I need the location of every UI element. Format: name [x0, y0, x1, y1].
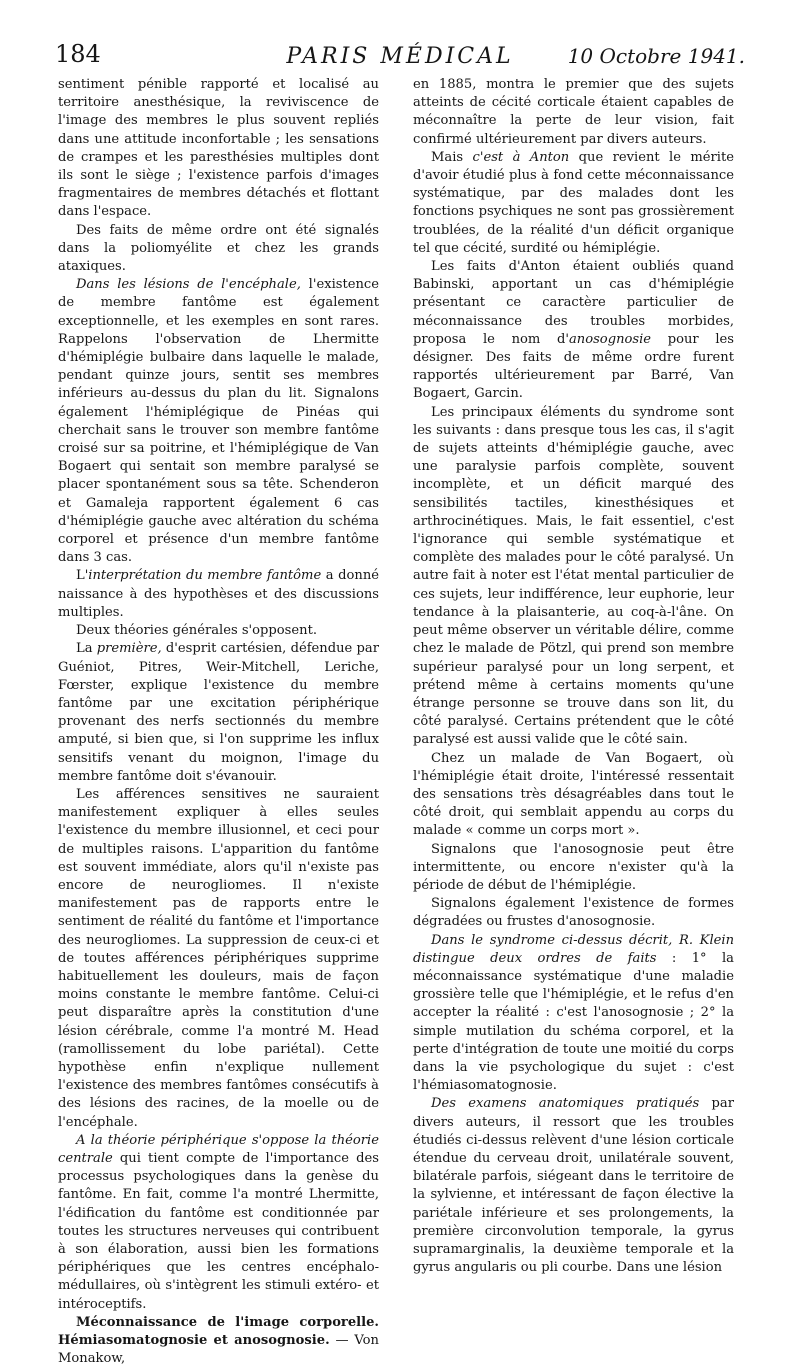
paragraph	[413, 149, 734, 258]
paragraph	[413, 76, 734, 149]
paragraph	[413, 1095, 734, 1277]
paragraph	[58, 222, 379, 277]
emphasis: Des examens anatomiques pratiqués	[431, 1096, 700, 1112]
text-run: d'esprit cartésien, défendue par Guéniot, Pitres, Weir-Mitchell, Leriche, Fœrster, explique l'existence du membre fantôme par une excitation périphérique provenant des nerfs sectionnés du membre amputé, si bien que, si l'on supprime les influx sensitifs venant du moignon, l'image du membre fantôme doit s'évanouir.	[58, 641, 379, 784]
text-run: Les principaux éléments du syndrome sont les suivants : dans presque tous les cas, il s'agit de sujets atteints d'hémiplégie gauche, avec une paralysie parfois complète, souvent incomplète, et un déficit marqué des sensibilités tactiles, kinesthésiques et arthrocinétiques. Mais, le fait essentiel, c'est l'ignorance qui semble systématique et complète des malades pour le côté paralysé. Un autre fait à noter est l'état mental particulier de ces sujets, leur indifférence, leur euphorie, leur tendance à la plaisanterie, au coq-à-l'âne. On peut même observer un véritable délire, comme chez le malade de Pötzl, qui prend son membre supérieur paralysé pour un long serpent, et prétend même à certains moments qu'une étrange personne se trouve dans son lit, du côté paralysé. Certains prétendent que le côté paralysé est aussi valide que le côté sain.	[413, 404, 734, 748]
emphasis: c'est à Anton	[472, 149, 570, 165]
text-run: par divers auteurs, il ressort que les troubles étudiés ci-dessus relèvent d'une lésion corticale étendue du cerveau droit, unilatérale souvent, bilatérale parfois, siégeant dans le territoire de la sylvienne, et intéressant de façon élective la pariétale inférieure et ses prolongements, la première circonvolution temporale, la gyrus supramarginalis, la deuxième temporale et la gyrus angularis ou pli courbe. Dans une lésion	[413, 1096, 734, 1276]
emphasis: A la théorie périphérique s'oppose la théorie centrale	[58, 1132, 379, 1166]
text-run: Les faits d'Anton étaient oubliés quand Babinski, apportant un cas d'hémiplégie présentant ce caractère particulier de méconnaissance des troubles morbides, proposa le nom d'	[413, 259, 734, 347]
text-run: Des faits de même ordre ont été signalés dans la poliomyélite et chez les grands ataxiques.	[58, 222, 379, 275]
emphasis: première,	[96, 641, 162, 657]
text-run: : 1° la méconnaissance systématique d'une maladie grossière telle que l'hémiplégie, et le refus d'en accepter la réalité : c'est l'anosognosie ; 2° la simple mutilation du schéma corporel, et la perte d'intégration de toute une moitié du corps dans la vie psychologique du sujet : c'est l'hémiasomatognosie.	[413, 950, 734, 1094]
emphasis: Dans les lésions de l'encéphale,	[76, 277, 301, 293]
paragraph	[413, 750, 734, 841]
paragraph	[58, 640, 379, 786]
emphasis: interprétation du membre fantôme	[88, 568, 322, 584]
text-run: Signalons que l'anosognosie peut être intermittente, ou encore n'exister qu'à la période de début de l'hémiplégie.	[413, 841, 734, 893]
text-run: Signalons également l'existence de formes dégradées ou frustes d'anosognosie.	[413, 896, 734, 930]
text-run: — Von Monakow,	[58, 1333, 379, 1367]
section-heading: Méconnaissance de l'image corporelle. Hémiasomatognosie et anosognosie.	[58, 1314, 379, 1349]
paragraph	[58, 1314, 379, 1368]
paragraph	[58, 786, 379, 1132]
text-run: L'	[76, 568, 89, 584]
text-run: Chez un malade de Van Bogaert, où l'hémiplégie était droite, l'intéressé ressentait des sensations très désagréables dans tout le côté droit, qui semblait appendu au corps du malade « comme un corps mort ».	[413, 750, 734, 839]
paragraph	[58, 1132, 379, 1314]
text-run: en 1885, montra le premier que des sujets atteints de cécité corticale étaient capables de méconnaître la perte de leur vision, fait confirmé ultérieurement par divers auteurs.	[413, 77, 734, 147]
text-run: La	[76, 641, 97, 657]
paragraph	[58, 622, 379, 640]
page-number: 184	[55, 40, 101, 68]
page-header	[55, 40, 745, 74]
text-run: Mais	[431, 149, 473, 165]
paragraph	[58, 76, 379, 222]
paragraph	[413, 258, 734, 404]
paragraph	[413, 895, 734, 931]
right-text-column	[413, 76, 734, 1277]
emphasis: Dans le syndrome ci-dessus décrit, R. Klein distingue deux ordres de faits	[413, 932, 734, 966]
journal-title: PARIS MÉDICAL	[286, 44, 514, 69]
paragraph	[413, 932, 734, 1096]
paragraph	[413, 841, 734, 896]
paragraph	[58, 276, 379, 567]
text-run: pour les désigner. Des faits de même ordre furent rapportés ultérieurement par Barré, Van Bogaert, Garcin.	[413, 331, 735, 402]
text-run: l'existence de membre fantôme est également exceptionnelle, et les exemples en sont rares. Rappelons l'observation de Lhermitte d'hémiplégie bulbaire dans laquelle le malade, pendant quinze jours, sentit ses membres inférieurs au-dessus du plan du lit. Signalons également l'hémiplégique de Pinéas qui cherchait sans le trouver son membre fantôme croisé sur sa poitrine, et l'hémiplégique de Van Bogaert qui sentait son membre paralysé se placer spontanément sous sa tête. Schenderon et Gamaleja rapportent également 6 cas d'hémiplégie gauche avec altération du schéma corporel et présence d'un membre fantôme dans 3 cas.	[58, 277, 380, 566]
left-text-column	[58, 76, 379, 1368]
paragraph	[413, 404, 734, 750]
text-run: Les afférences sensitives ne sauraient manifestement expliquer à elles seules l'existence du membre illusionnel, et ceci pour de multiples raisons. L'apparition du fantôme est souvent immédiate, alors qu'il n'existe pas encore de neurogliomes. Il n'existe manifestement pas de rapports entre le sentiment de réalité du fantôme et l'importance des neurogliomes. La suppression de ceux-ci et de toutes afférences périphériques supprime habituellement les douleurs, mais de façon moins constante le membre fantôme. Celui-ci peut disparaître après la constitution d'une lésion cérébrale, comme l'a montré M. Head (ramollissement du lobe pariétal). Cette hypothèse enfin n'explique nullement l'existence des membres fantômes consécutifs à des lésions des racines, de la moelle ou de l'encéphale.	[58, 786, 379, 1130]
text-run: a donné naissance à des hypothèses et des discussions multiples.	[58, 568, 380, 620]
paragraph	[58, 567, 379, 622]
text-run: Deux théories générales s'opposent.	[76, 623, 318, 639]
emphasis: anosognosie	[568, 331, 652, 347]
text-run: que revient le mérite d'avoir étudié plus à fond cette méconnaissance systématique, par des malades dont les fonctions psychiques ne sont pas grossièrement troublées, de la réalité d'un déficit organique tel que cécité, surdité ou hémiplégie.	[413, 149, 734, 256]
issue-date: 10 Octobre 1941.	[567, 44, 745, 68]
text-run: sentiment pénible rapporté et localisé au territoire anesthésique, la reviviscence de l'image des membres le plus souvent repliés dans une attitude inconfortable ; les sensations de crampes et les paresthésies multiples dont ils sont le siège ; l'existence parfois d'images fragmentaires de membres détachés et flottant dans l'espace.	[58, 77, 379, 220]
text-run: qui tient compte de l'importance des processus psychologiques dans la genèse du fantôme. En fait, comme l'a montré Lhermitte, l'édification du fantôme est conditionnée par toutes les structures nerveuses qui contribuent à son élaboration, aussi bien les formations périphériques que les centres encéphalo-médullaires, où s'intègrent les stimuli extéro- et intéroceptifs.	[58, 1150, 379, 1312]
